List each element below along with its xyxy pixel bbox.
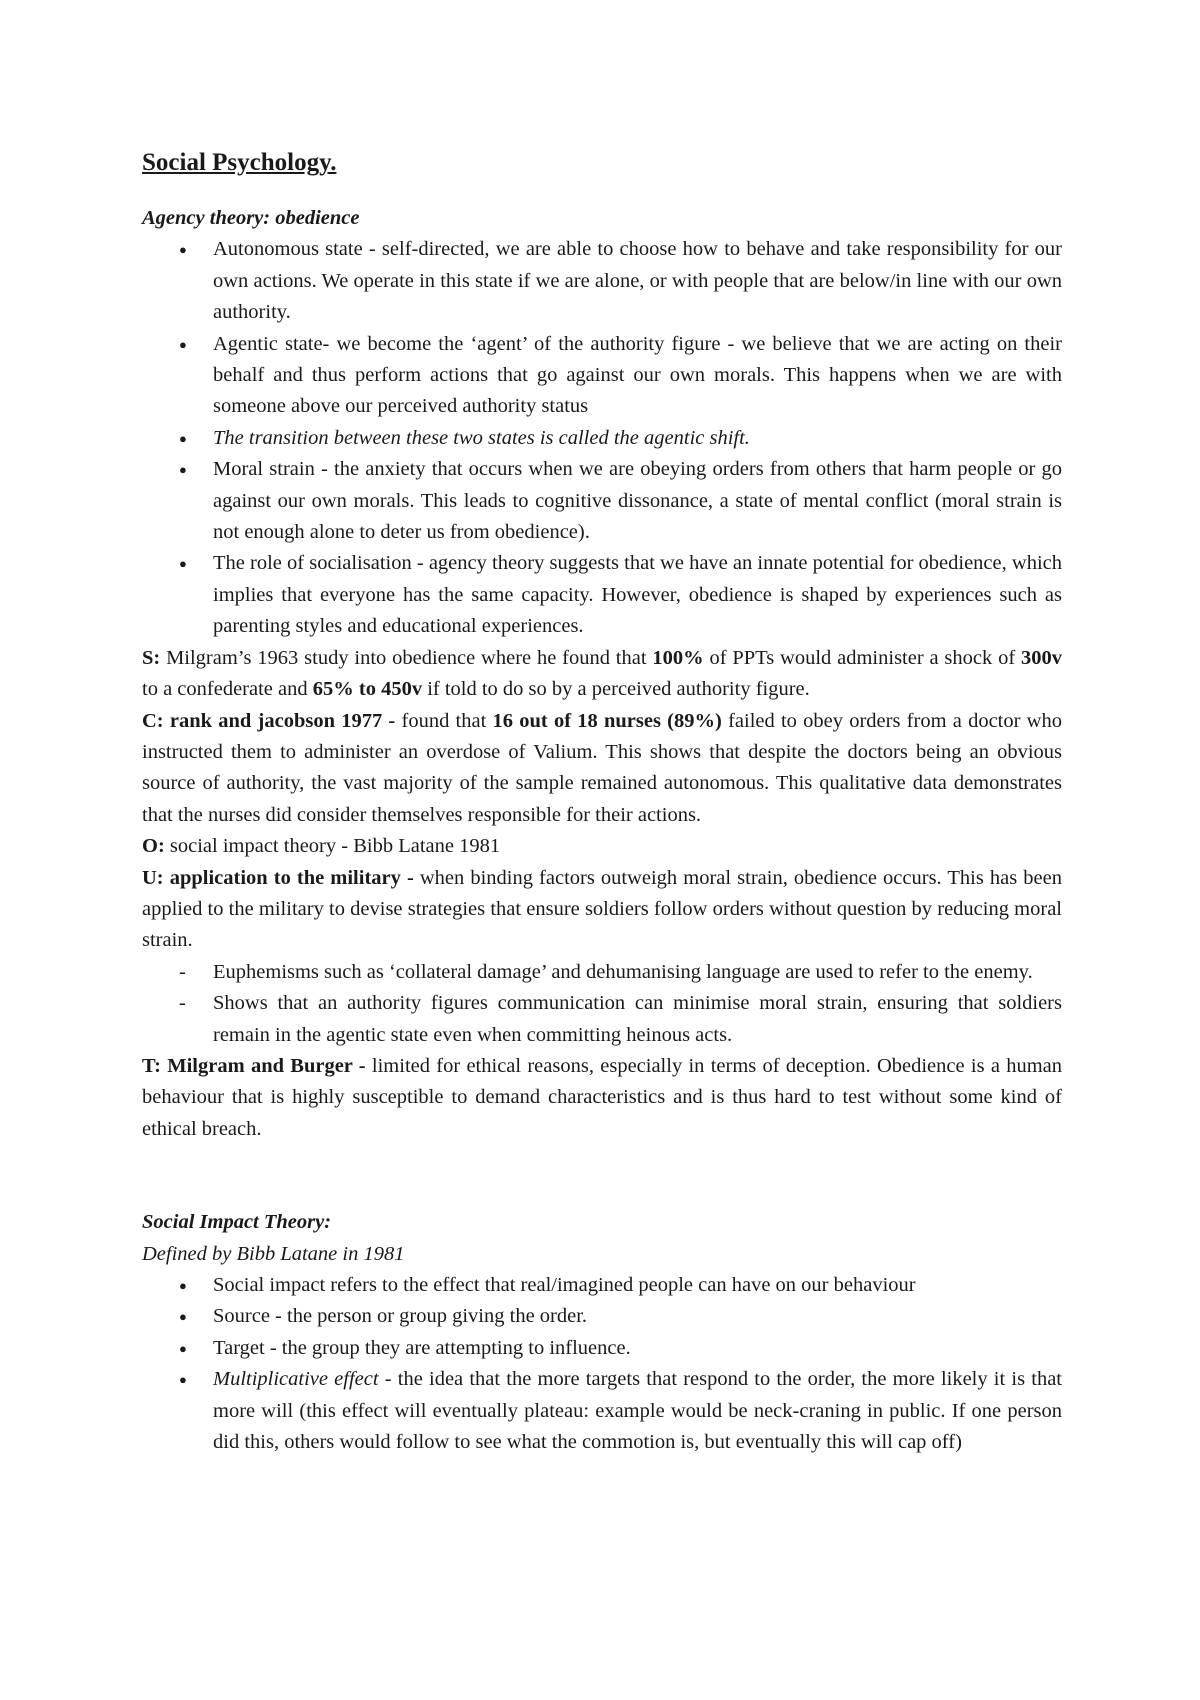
dash-item-euphemisms: - Euphemisms such as ‘collateral damage’ and dehumanising language are used to refer to the enemy.: [142, 957, 1062, 988]
testability-label: T: Milgram and Burger -: [142, 1054, 366, 1077]
bullet-source: ● Source - the person or group giving the order.: [142, 1301, 1062, 1332]
support-text-4: if told to do so by a perceived authority figure.: [422, 678, 810, 701]
bullet-target: ● Target - the group they are attempting to influence.: [142, 1333, 1062, 1364]
contradict-paragraph: [142, 706, 1062, 832]
testability-paragraph: [142, 1051, 1062, 1145]
support-paragraph: [142, 643, 1062, 706]
social-impact-section: [142, 1207, 1062, 1458]
usefulness-paragraph: [142, 863, 1062, 957]
bullet-socialisation: ● The role of socialisation - agency theory suggests that we have an innate potential for obedience, which implies that everyone has the same capacity. However, obedience is shaped by experiences such as parenting styles and educational experiences.: [142, 548, 1062, 642]
agency-bullet-list: [142, 234, 1062, 642]
dash-item-communication: - Shows that an authority figures communication can minimise moral strain, ensuring that soldiers remain in the agentic state even when committing heinous acts.: [142, 988, 1062, 1051]
document-page: [142, 148, 1062, 1458]
social-impact-bullet-list: [142, 1270, 1062, 1458]
support-text-3: to a confederate and: [142, 678, 313, 701]
usefulness-label: U: application to the military -: [142, 866, 414, 889]
usefulness-text: when binding factors outweigh moral strain, obedience occurs. This has been applied to the military to devise strategies that ensure soldiers follow orders without question by reducing moral strain.: [142, 866, 1062, 952]
other-theory-text: social impact theory - Bibb Latane 1981: [164, 835, 501, 858]
bullet-agentic-shift: ● The transition between these two states is called the agentic shift.: [142, 423, 1062, 454]
bullet-autonomous-state: ● Autonomous state - self-directed, we are able to choose how to behave and take responsibility for our own actions. We operate in this state if we are alone, or with people that are below/in line with our own authority.: [142, 234, 1062, 328]
bullet-agentic-state: ● Agentic state- we become the ‘agent’ of the authority figure - we believe that we are acting on their behalf and thus perform actions that go against our own morals. This happens when we are with someone above our perceived authority status: [142, 329, 1062, 423]
multiplicative-text: - the idea that the more targets that respond to the order, the more likely it is that more will (this effect will eventually plateau: example would be neck-craning in public. If one person did this, others would follow to see what the commotion is, but eventually this will cap off): [213, 1368, 1062, 1454]
bullet-multiplicative-effect: [142, 1364, 1062, 1458]
support-text-2: of PPTs would administer a shock of: [703, 646, 1021, 669]
section-spacer: [142, 1145, 1062, 1207]
agency-theory-heading: Agency theory: obedience: [142, 207, 360, 229]
agency-theory-section: [142, 203, 1062, 1145]
support-bold-3: 65% to 450v: [312, 678, 423, 701]
bullet-social-impact: ● Social impact refers to the effect that real/imagined people can have on our behaviour: [142, 1270, 1062, 1301]
support-label: S:: [142, 646, 161, 669]
social-impact-heading: Social Impact Theory:: [142, 1211, 332, 1234]
page-title: Social Psychology.: [142, 149, 337, 176]
other-theory-label: O:: [142, 835, 165, 858]
multiplicative-term: Multiplicative effect: [213, 1368, 379, 1391]
bullet-moral-strain: ● Moral strain - the anxiety that occurs when we are obeying orders from others that harm people or go against our own morals. This leads to cognitive dissonance, a state of mental conflict (moral strain is not enough alone to deter us from obedience).: [142, 454, 1062, 548]
testability-text: limited for ethical reasons, especially in terms of deception. Obedience is a human behaviour that is highly susceptible to demand characteristics and is thus hard to test without some kind of ethical breach.: [142, 1054, 1062, 1140]
contradict-text-1: found that: [395, 709, 493, 732]
contradict-text-2: failed to obey orders from a doctor who instructed them to administer an overdose of Valium. This shows that despite the doctors being an obvious source of authority, the vast majority of the sample remained autonomous. This qualitative data demonstrates that the nurses did consider themselves responsible for their actions.: [142, 709, 1062, 826]
support-text-1: Milgram’s 1963 study into obedience where he found that: [160, 646, 653, 669]
social-impact-subheading: Defined by Bibb Latane in 1981: [142, 1242, 405, 1265]
usefulness-dash-list: [142, 957, 1062, 1051]
support-bold-1: 100%: [652, 646, 704, 669]
other-theory-paragraph: [142, 831, 1062, 862]
contradict-bold: 16 out of 18 nurses (89%): [492, 709, 722, 732]
support-bold-2: 300v: [1021, 646, 1062, 669]
contradict-label: C: rank and jacobson 1977 -: [142, 709, 396, 732]
